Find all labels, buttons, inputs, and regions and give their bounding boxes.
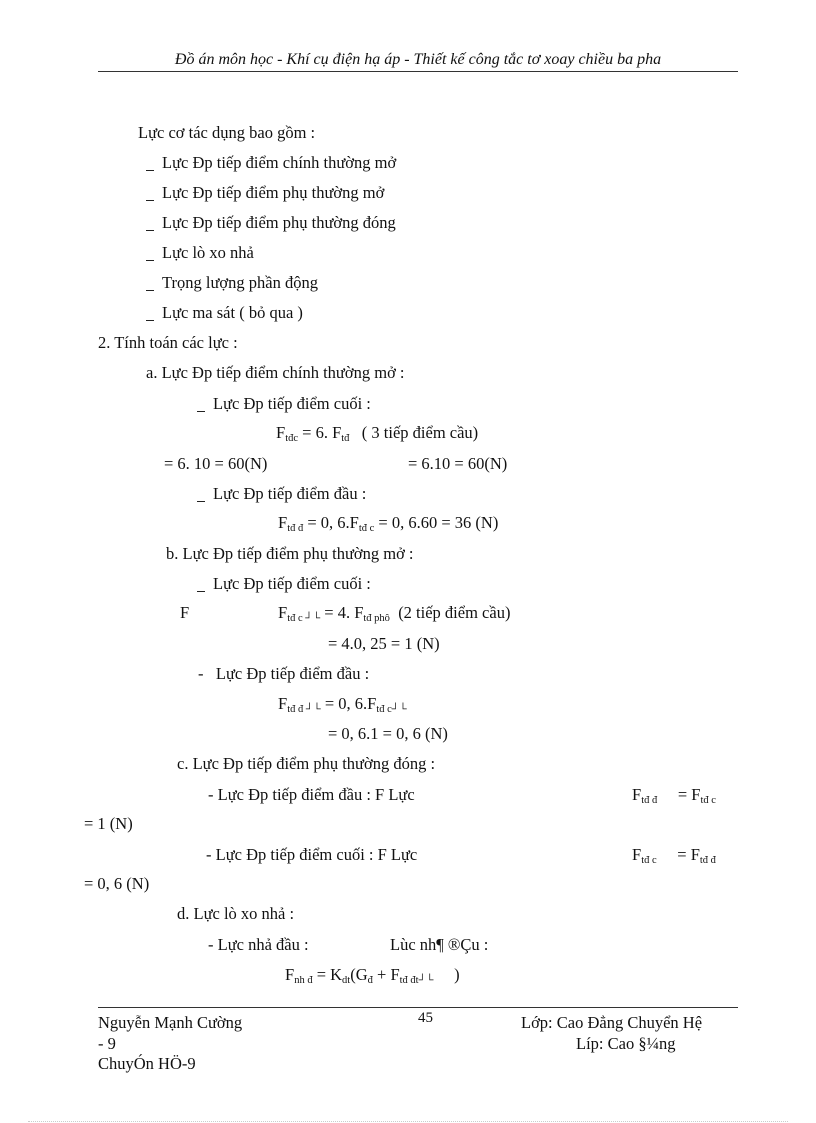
equation-a1-left: = 6. 10 = 60(N) bbox=[164, 454, 268, 473]
list-item: Lực ma sát ( bỏ qua ) bbox=[146, 305, 303, 322]
equation-d1: $F_{nh đ} = K_{dt}(G_đ + F_{tđ đt┘└}$ ) bbox=[285, 965, 460, 986]
equation-b2: $F_{tđ đ ┘└} = 0$, $6.F_{tđ c┘└}$ bbox=[278, 694, 407, 715]
footer-rule bbox=[98, 1007, 738, 1008]
footer-class: Lớp: Cao Đẳng Chuyển Hệ bbox=[521, 1013, 703, 1032]
dash-bullet bbox=[146, 260, 154, 261]
page-edge-dotted-line bbox=[28, 1121, 788, 1122]
list-item: Lực lò xo nhả bbox=[146, 245, 254, 262]
header-rule bbox=[98, 71, 738, 72]
footer-author-cont: - 9 bbox=[98, 1034, 116, 1053]
dash-bullet bbox=[197, 501, 205, 502]
subsection-b-title: b. Lực Đp tiếp điểm phụ thường mở : bbox=[166, 544, 414, 563]
header-title: Đồ án môn học - Khí cụ điện hạ áp - Thiết kế công tắc tơ xoay chiều ba pha bbox=[174, 51, 662, 68]
equation-c1-terms: $F_{tđ đ}$ = $F_{tđ c}$ bbox=[632, 785, 716, 806]
section-heading: 2. Tính toán các lực : bbox=[98, 333, 238, 352]
footer-author: Nguyễn Mạnh Cường bbox=[98, 1013, 243, 1032]
list-item: Lực Đp tiếp điểm phụ thường mở bbox=[146, 185, 384, 202]
dash-bullet bbox=[197, 411, 205, 412]
dash-bullet bbox=[146, 320, 154, 321]
label-end-force-b: Lực Đp tiếp điểm cuối : bbox=[197, 576, 371, 593]
subsection-c-title: c. Lực Đp tiếp điểm phụ thường đóng : bbox=[177, 754, 436, 773]
equation-a1: $F_{tđc} = 6$. $F_{tđ}$ ( 3 tiếp điểm cầu) bbox=[276, 423, 479, 444]
list-item: Lực Đp tiếp điểm chính thường mở bbox=[146, 155, 396, 172]
equation-a2: $F_{tđ đ} = 0$, $6.F_{tđ c} = 0$, 6.60 = 36 (N) bbox=[278, 513, 499, 534]
equation-c2-text: - Lực Đp tiếp điểm cuối : F Lực bbox=[206, 845, 418, 864]
footer-class-garbled: Líp: Cao §¼ng bbox=[576, 1034, 676, 1053]
intro-text: Lực cơ tác dụng bao gồm : bbox=[138, 123, 316, 142]
list-item: Lực Đp tiếp điểm phụ thường đóng bbox=[146, 215, 396, 232]
equation-b1: $F_{tđ c ┘└} = 4$. $F_{tđ phô}$ (2 tiếp điểm cầu) bbox=[278, 603, 511, 624]
stray-symbol: F bbox=[180, 603, 190, 622]
dash-bullet bbox=[146, 230, 154, 231]
list-item: Trọng lượng phần động bbox=[146, 275, 318, 292]
subsection-a-title: a. Lực Đp tiếp điểm chính thường mở : bbox=[146, 363, 405, 382]
label-start-force-b: - Lực Đp tiếp điểm đầu : bbox=[198, 664, 370, 683]
dash-bullet bbox=[146, 290, 154, 291]
subsection-d-title: d. Lực lò xo nhả : bbox=[177, 904, 295, 923]
page-number: 45 bbox=[418, 1010, 433, 1026]
equation-c2-cont: = 0, 6 (N) bbox=[84, 874, 150, 893]
equation-c1-text: - Lực Đp tiếp điểm đầu : F Lực bbox=[208, 785, 415, 804]
label-end-force-a: Lực Đp tiếp điểm cuối : bbox=[197, 396, 371, 413]
equation-c1-cont: = 1 (N) bbox=[84, 814, 133, 833]
label-start-force-d: - Lực nhả đầu : bbox=[208, 935, 309, 954]
equation-b2-result: = 0, 6.1 = 0, 6 (N) bbox=[328, 724, 448, 743]
equation-c2-terms: $F_{tđ c}$ = $F_{tđ đ}$ bbox=[632, 845, 716, 866]
dash-bullet bbox=[197, 591, 205, 592]
label-start-force-d-garbled: Lùc nh¶ ®Çu : bbox=[390, 935, 489, 954]
dash-bullet bbox=[146, 170, 154, 171]
equation-a1-right: = 6.10 = 60(N) bbox=[408, 454, 508, 473]
footer-author-line3: ChuyÓn HÖ-9 bbox=[98, 1054, 196, 1073]
label-start-force-a: Lực Đp tiếp điểm đầu : bbox=[197, 486, 366, 503]
dash-bullet bbox=[146, 200, 154, 201]
equation-b1-result: = 4.0, 25 = 1 (N) bbox=[328, 634, 440, 653]
